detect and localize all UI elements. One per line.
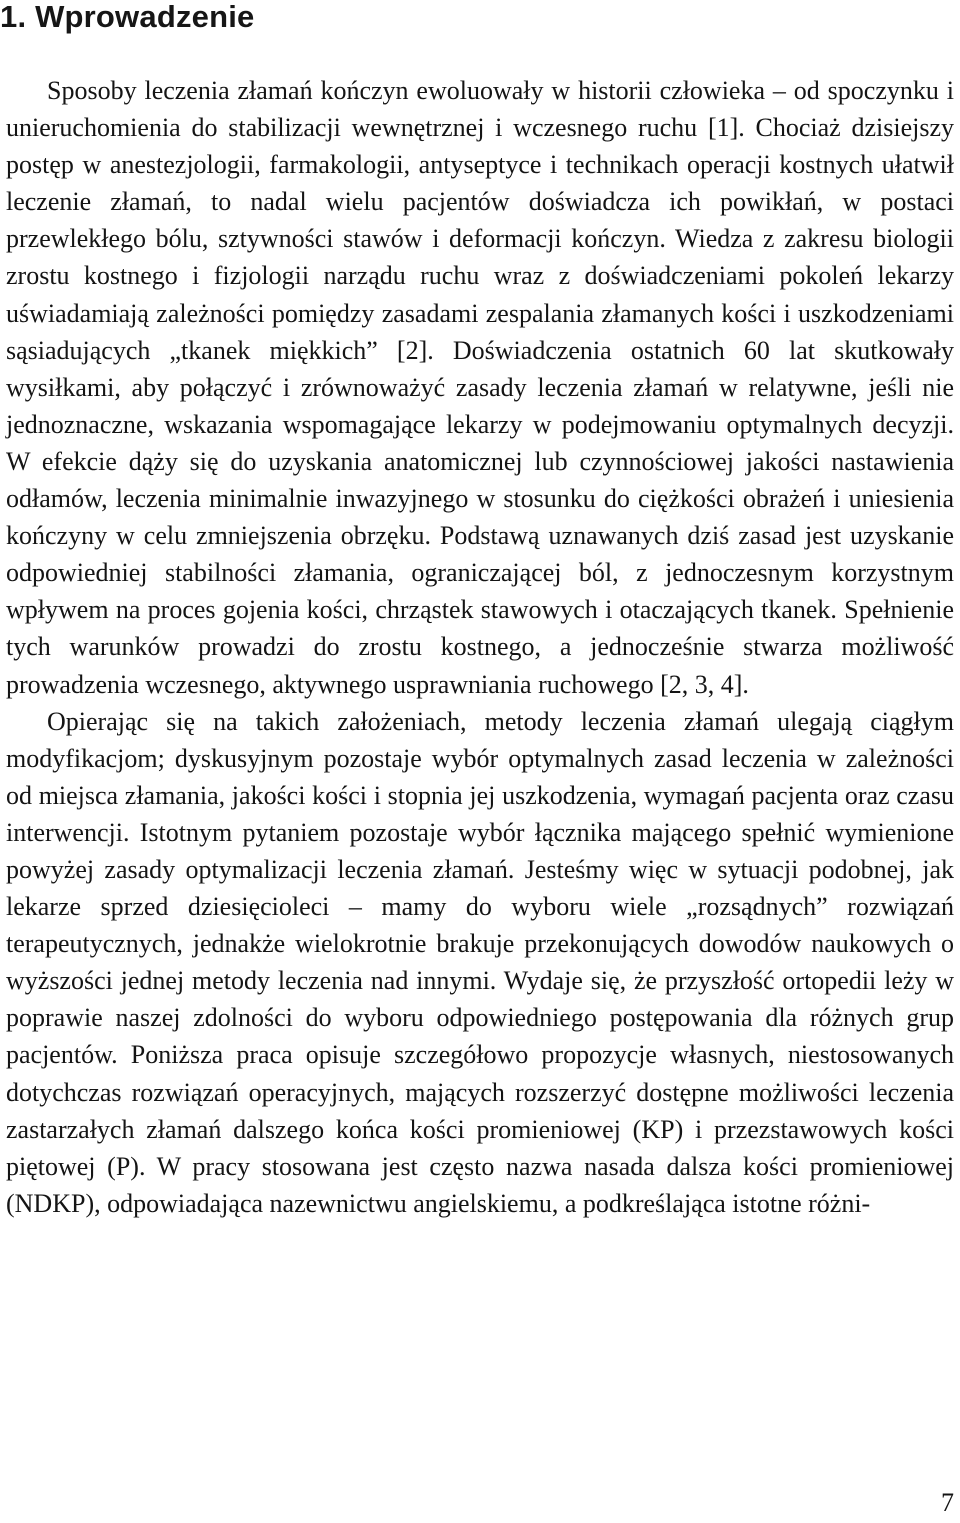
section-heading: 1. Wprowadzenie	[0, 0, 255, 34]
page-number: 7	[941, 1488, 954, 1517]
body-text	[6, 72, 954, 1222]
paragraph-2: Opierając się na takich założeniach, metody leczenia złamań ulegają ciągłym modyfikacjom; dyskusyjnym pozostaje wybór optymalnych zasad leczenia w zależności od miejsca złamania, jakości kości i stopnia jej uszkodzenia, wymagań pacjenta oraz czasu interwencji. Istotnym pytaniem pozostaje wybór łącznika mającego spełnić wymienione powyżej zasady optymalizacji leczenia złamań. Jesteśmy więc w sytuacji podobnej, jak lekarze sprzed dziesięcioleci – mamy do wyboru wiele „rozsądnych” rozwiązań terapeutycznych, jednakże wielokrotnie brakuje przekonujących dowodów naukowych o wyższości jednej metody leczenia nad innymi. Wydaje się, że przyszłość ortopedii leży w poprawie naszej zdolności do wyboru odpowiedniego postępowania dla różnych grup pacjentów. Poniższa praca opisuje szczegółowo propozycje własnych, niestosowanych dotychczas rozwiązań operacyjnych, mających rozszerzyć dostępne możliwości leczenia zastarzałych złamań dalszego końca kości promieniowej (KP) i przezstawowych kości piętowej (P). W pracy stosowana jest często nazwa nasada dalsza kości promieniowej (NDKP), odpowiadająca nazewnictwu angielskiemu, a podkreślająca istotne różni-	[6, 706, 954, 1218]
paragraph-1: Sposoby leczenia złamań kończyn ewoluowały w historii człowieka – od spoczynku i unieruchomienia do stabilizacji wewnętrznej i wczesnego ruchu [1]. Chociaż dzisiejszy postęp w anestezjologii, farmakologii, antyseptyce i technikach operacji kostnych ułatwił leczenie złamań, to nadal wielu pacjentów doświadcza ich powikłań, w postaci przewlekłego bólu, sztywności stawów i deformacji kończyn. Wiedza z zakresu biologii zrostu kostnego i fizjologii narządu ruchu wraz z doświadczeniami pokoleń lekarzy uświadamiają zależności pomiędzy zasadami zespalania złamanych kości i uszkodzeniami sąsiadujących „tkanek miękkich” [2]. Doświadczenia ostatnich 60 lat skutkowały wysiłkami, aby połączyć i zrównoważyć zasady leczenia złamań w relatywne, jeśli nie jednoznaczne, wskazania wspomagające lekarzy w podejmowaniu optymalnych decyzji. W efekcie dąży się do uzyskania anatomicznej lub czynnościowej jakości nastawienia odłamów, leczenia minimalnie inwazyjnego w stosunku do ciężkości obrażeń i uniesienia kończyny w celu zmniejszenia obrzęku. Podstawą uznawanych dziś zasad jest uzyskanie odpowiedniej stabilności złamania, ograniczającej ból, z jednoczesnym korzystnym wpływem na proces gojenia kości, chrząstek stawowych i otaczających tkanek. Spełnienie tych warunków prowadzi do zrostu kostnego, a jednocześnie stwarza możliwość prowadzenia wczesnego, aktywnego usprawniania ruchowego [2, 3, 4].	[6, 76, 954, 699]
